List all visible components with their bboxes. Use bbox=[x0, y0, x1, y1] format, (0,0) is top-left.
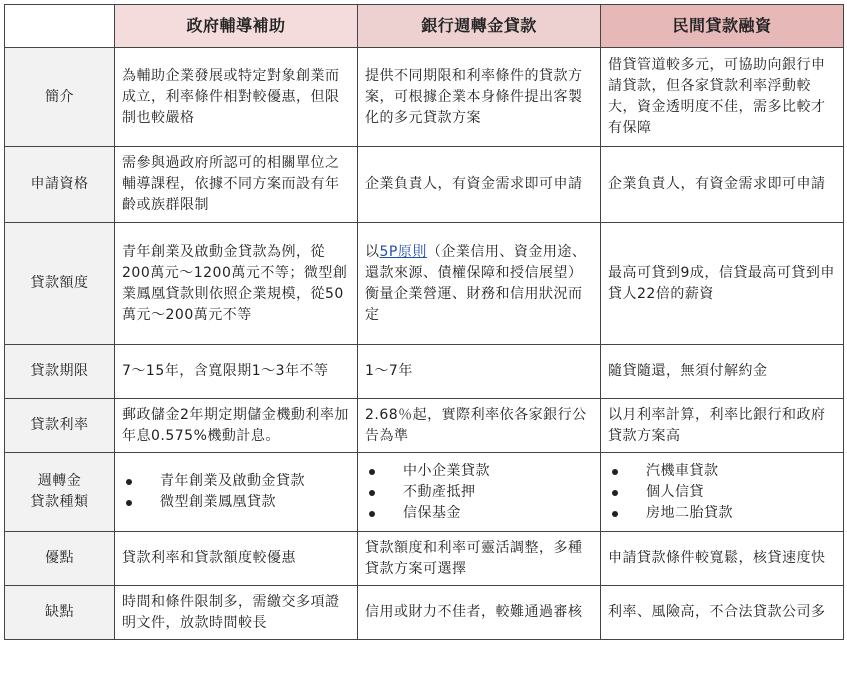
table-row-cons bbox=[5, 586, 844, 640]
table-row-amount bbox=[5, 223, 844, 345]
cell-intro-gov: 為輔助企業發展或特定對象創業而成立，利率條件相對較優惠，但限制也較嚴格 bbox=[115, 48, 358, 147]
amount-bank-prefix: 以 bbox=[365, 243, 380, 260]
row-label-loan-types-line1: 週轉金 bbox=[37, 473, 82, 489]
loan-comparison-table bbox=[4, 4, 844, 640]
cell-pros-bank: 貸款額度和利率可靈活調整，多種貸款方案可選擇 bbox=[358, 532, 601, 586]
cell-intro-bank: 提供不同期限和利率條件的貸款方案，可根據企業本身條件提出客製化的多元貸款方案 bbox=[358, 48, 601, 147]
list-item: 中小企業貸款 bbox=[365, 461, 593, 482]
table-row-term bbox=[5, 345, 844, 399]
cell-qualification-gov: 需參與過政府所認可的相關單位之輔導課程，依據不同方案而設有年齡或族群限制 bbox=[115, 147, 358, 223]
header-corner-cell bbox=[5, 5, 115, 48]
list-item: 青年創業及啟動金貸款 bbox=[122, 471, 350, 492]
cell-pros-gov: 貸款利率和貸款額度較優惠 bbox=[115, 532, 358, 586]
cell-amount-bank bbox=[358, 223, 601, 345]
cell-qualification-bank: 企業負責人，有資金需求即可申請 bbox=[358, 147, 601, 223]
row-label-cons: 缺點 bbox=[5, 586, 115, 640]
row-label-rate: 貸款利率 bbox=[5, 399, 115, 453]
cell-amount-private: 最高可貸到9成，信貸最高可貸到申貸人22倍的薪資 bbox=[601, 223, 844, 345]
cell-intro-private: 借貸管道較多元，可協助向銀行申請貸款，但各家貸款利率浮動較大，資金透明度不佳，需多比較才有保障 bbox=[601, 48, 844, 147]
table-row-pros bbox=[5, 532, 844, 586]
list-item: 房地二胎貸款 bbox=[608, 503, 836, 524]
cell-qualification-private: 企業負責人，有資金需求即可申請 bbox=[601, 147, 844, 223]
cell-rate-private: 以月利率計算，利率比銀行和政府貸款方案高 bbox=[601, 399, 844, 453]
list-item: 微型創業鳳凰貸款 bbox=[122, 492, 350, 513]
row-label-loan-types bbox=[5, 453, 115, 532]
bank-loan-type-list bbox=[365, 461, 593, 524]
cell-cons-private: 利率、風險高，不合法貸款公司多 bbox=[601, 586, 844, 640]
header-row bbox=[5, 5, 844, 48]
cell-term-gov: 7～15年，含寬限期1～3年不等 bbox=[115, 345, 358, 399]
private-loan-type-list bbox=[608, 461, 836, 524]
list-item: 汽機車貸款 bbox=[608, 461, 836, 482]
cell-cons-bank: 信用或財力不佳者，較難通過審核 bbox=[358, 586, 601, 640]
list-item: 個人信貸 bbox=[608, 482, 836, 503]
row-label-intro: 簡介 bbox=[5, 48, 115, 147]
cell-types-private bbox=[601, 453, 844, 532]
list-item: 信保基金 bbox=[365, 503, 593, 524]
gov-loan-type-list bbox=[122, 471, 350, 513]
row-label-loan-types-line2: 貸款種類 bbox=[30, 494, 89, 510]
cell-types-bank bbox=[358, 453, 601, 532]
table-row-intro bbox=[5, 48, 844, 147]
amount-bank-text: （企業信用、資金用途、還款來源、債權保障和授信展望）衡量企業營運、財務和信用狀況而定 bbox=[365, 243, 587, 323]
comparison-table-container bbox=[4, 4, 844, 640]
header-private-loan: 民間貸款融資 bbox=[601, 5, 844, 48]
cell-amount-gov: 青年創業及啟動金貸款為例，從200萬元～1200萬元不等；微型創業鳳凰貸款則依照企業規模，從50萬元～200萬元不等 bbox=[115, 223, 358, 345]
cell-cons-gov: 時間和條件限制多，需繳交多項證明文件，放款時間較長 bbox=[115, 586, 358, 640]
cell-term-bank: 1～7年 bbox=[358, 345, 601, 399]
table-row-qualification bbox=[5, 147, 844, 223]
cell-pros-private: 申請貸款條件較寬鬆，核貸速度快 bbox=[601, 532, 844, 586]
row-label-amount: 貸款額度 bbox=[5, 223, 115, 345]
table-row-rate bbox=[5, 399, 844, 453]
list-item: 不動產抵押 bbox=[365, 482, 593, 503]
row-label-qualification: 申請資格 bbox=[5, 147, 115, 223]
row-label-term: 貸款期限 bbox=[5, 345, 115, 399]
cell-types-gov bbox=[115, 453, 358, 532]
cell-rate-gov: 郵政儲金2年期定期儲金機動利率加年息0.575%機動計息。 bbox=[115, 399, 358, 453]
5p-principle-link[interactable]: 5P原則 bbox=[379, 243, 427, 260]
header-gov-subsidy: 政府輔導補助 bbox=[115, 5, 358, 48]
header-bank-loan: 銀行週轉金貸款 bbox=[358, 5, 601, 48]
table-row-loan-types bbox=[5, 453, 844, 532]
cell-term-private: 隨貸隨還，無須付解約金 bbox=[601, 345, 844, 399]
cell-rate-bank: 2.68％起，實際利率依各家銀行公告為準 bbox=[358, 399, 601, 453]
row-label-pros: 優點 bbox=[5, 532, 115, 586]
